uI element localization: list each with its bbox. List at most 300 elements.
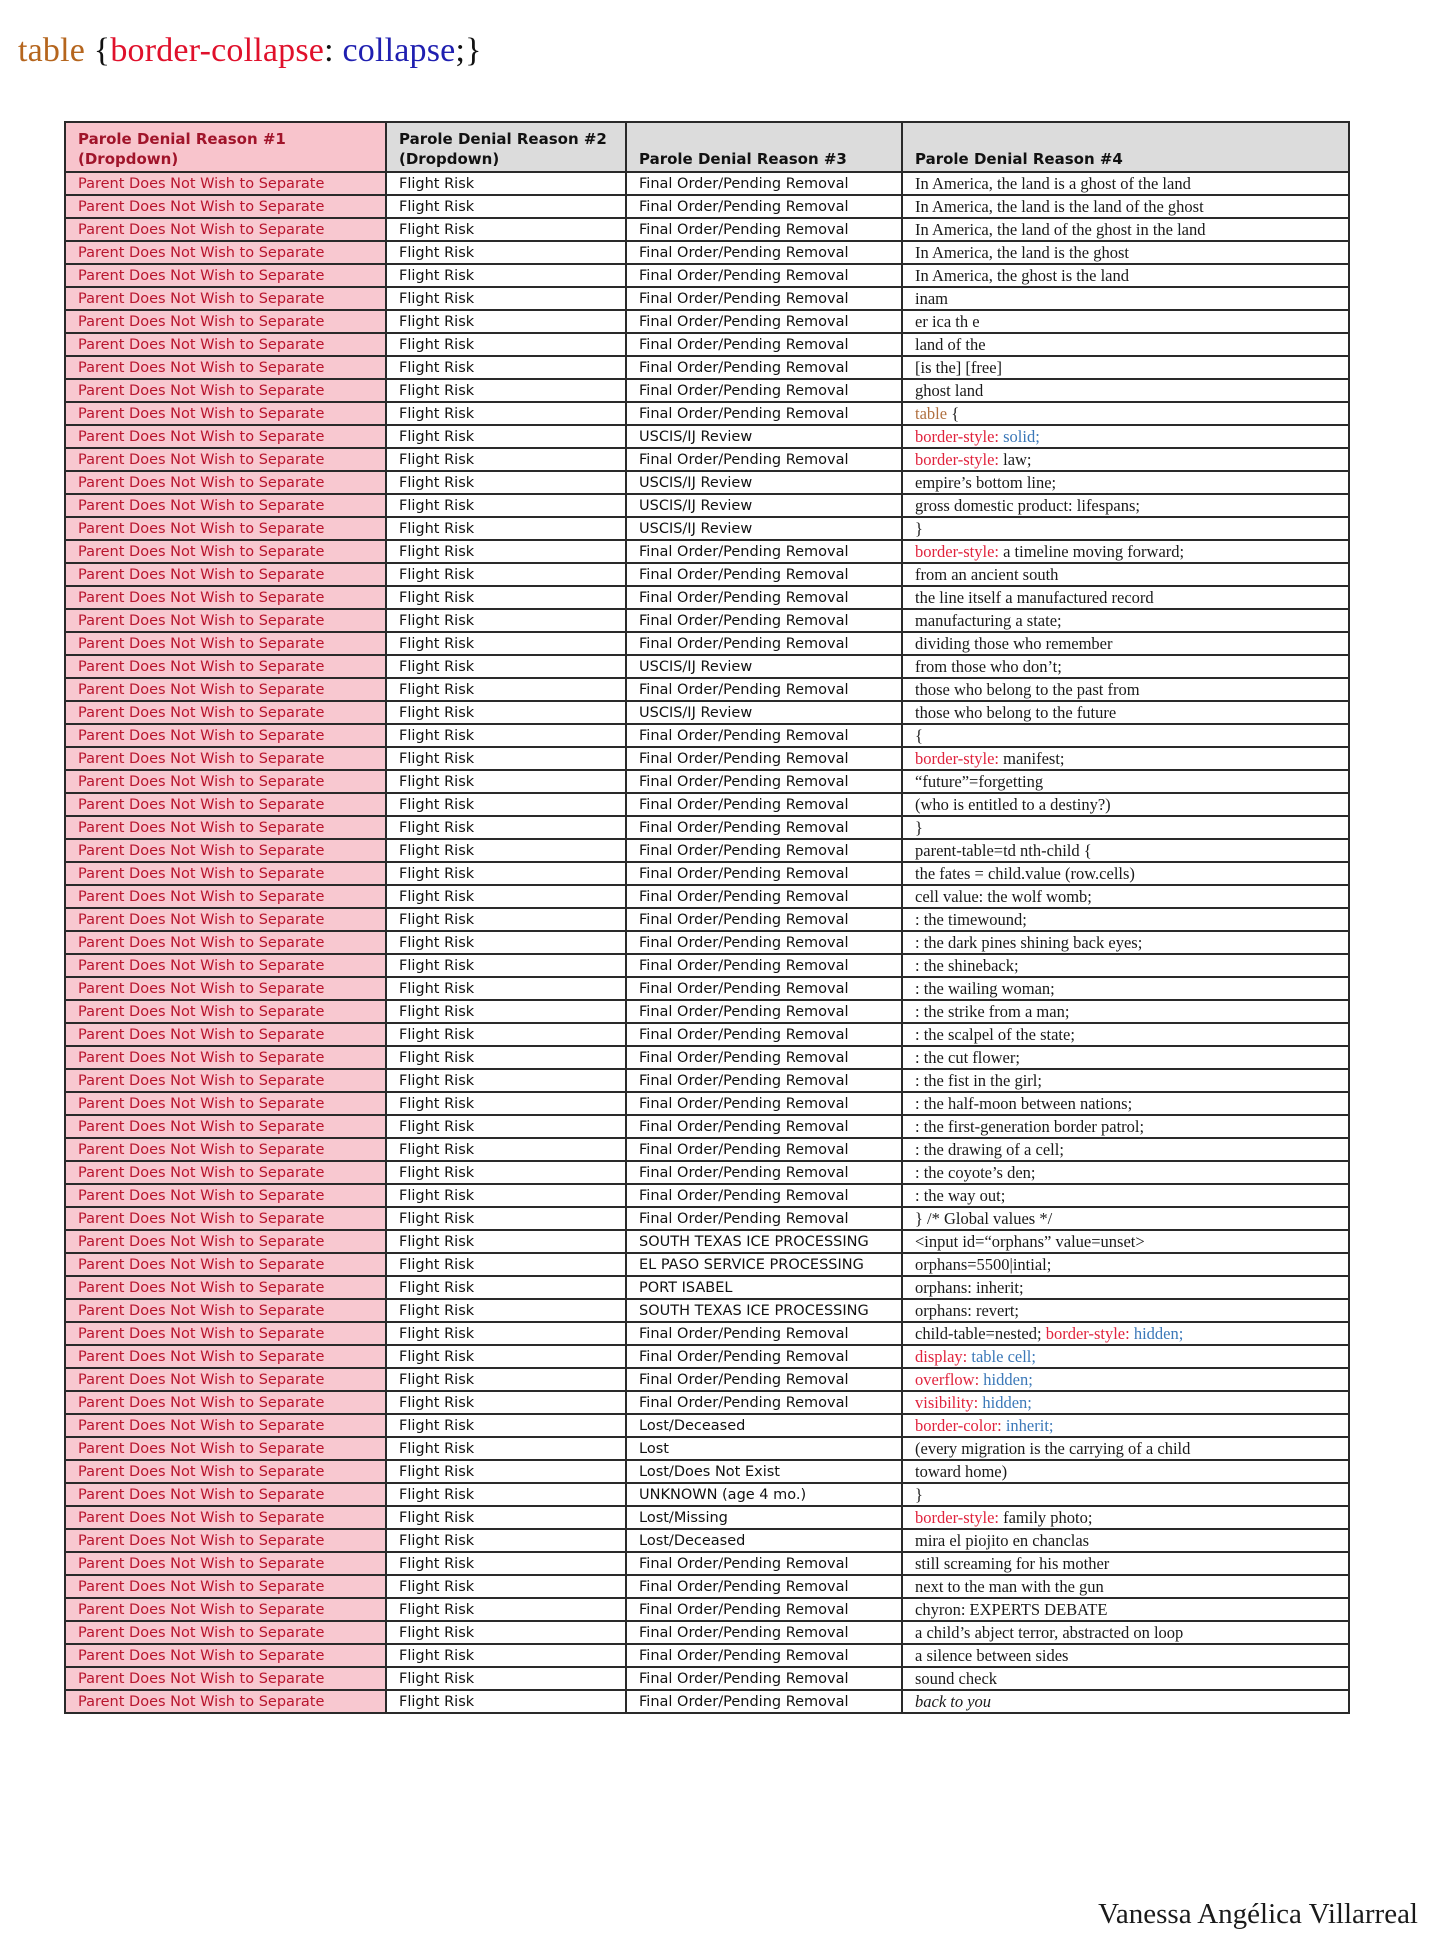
table-row [65, 1506, 1349, 1529]
cell-reason-4 [902, 1506, 1349, 1529]
cell-reason-1: Parent Does Not Wish to Separate [65, 1161, 386, 1184]
table-row [65, 310, 1349, 333]
cell-reason-1: Parent Does Not Wish to Separate [65, 1299, 386, 1322]
table-row [65, 402, 1349, 425]
css-property-text: visibility: [915, 1392, 983, 1412]
cell-reason-1: Parent Does Not Wish to Separate [65, 908, 386, 931]
cell-reason-2: Flight Risk [386, 1207, 626, 1230]
cell-reason-2: Flight Risk [386, 862, 626, 885]
cell-reason-3: Lost/Deceased [626, 1414, 902, 1437]
cell-reason-2: Flight Risk [386, 655, 626, 678]
css-property-text: border-style: [915, 449, 1004, 469]
cell-reason-2: Flight Risk [386, 678, 626, 701]
cell-reason-4 [902, 287, 1349, 310]
table-row [65, 1690, 1349, 1713]
cell-reason-4 [902, 632, 1349, 655]
cell-reason-4 [902, 1437, 1349, 1460]
cell-reason-1: Parent Does Not Wish to Separate [65, 1207, 386, 1230]
poem-text: : the dark pines shining back eyes; [915, 932, 1143, 952]
cell-reason-2: Flight Risk [386, 770, 626, 793]
poem-text: from those who don’t; [915, 656, 1062, 676]
table-row [65, 609, 1349, 632]
cell-reason-4 [902, 770, 1349, 793]
cell-reason-1: Parent Does Not Wish to Separate [65, 724, 386, 747]
cell-reason-4 [902, 448, 1349, 471]
cell-reason-2: Flight Risk [386, 977, 626, 1000]
cell-reason-2: Flight Risk [386, 218, 626, 241]
cell-reason-1: Parent Does Not Wish to Separate [65, 1690, 386, 1713]
poem-text: ghost land [915, 380, 984, 400]
cell-reason-1: Parent Does Not Wish to Separate [65, 885, 386, 908]
poem-text: mira el piojito en chanclas [915, 1530, 1090, 1550]
cell-reason-1: Parent Does Not Wish to Separate [65, 1529, 386, 1552]
table-header-row [65, 122, 1349, 172]
cell-reason-3: Final Order/Pending Removal [626, 264, 902, 287]
cell-reason-2: Flight Risk [386, 287, 626, 310]
cell-reason-2: Flight Risk [386, 1230, 626, 1253]
cell-reason-1: Parent Does Not Wish to Separate [65, 540, 386, 563]
cell-reason-1: Parent Does Not Wish to Separate [65, 1115, 386, 1138]
cell-reason-3: Final Order/Pending Removal [626, 862, 902, 885]
cell-reason-4 [902, 195, 1349, 218]
cell-reason-4 [902, 1483, 1349, 1506]
poem-text: } [915, 518, 923, 538]
cell-reason-1: Parent Does Not Wish to Separate [65, 1069, 386, 1092]
cell-reason-1: Parent Does Not Wish to Separate [65, 1575, 386, 1598]
table-row [65, 1575, 1349, 1598]
poem-text: { [915, 725, 923, 745]
cell-reason-3: USCIS/IJ Review [626, 494, 902, 517]
cell-reason-3: Final Order/Pending Removal [626, 1391, 902, 1414]
cell-reason-1: Parent Does Not Wish to Separate [65, 632, 386, 655]
poem-text: : the coyote’s den; [915, 1162, 1036, 1182]
cell-reason-4 [902, 1207, 1349, 1230]
parole-denial-table [64, 121, 1350, 1714]
table-row [65, 839, 1349, 862]
cell-reason-4 [902, 1138, 1349, 1161]
cell-reason-1: Parent Does Not Wish to Separate [65, 839, 386, 862]
table-row [65, 747, 1349, 770]
cell-reason-3: Final Order/Pending Removal [626, 195, 902, 218]
cell-reason-2: Flight Risk [386, 1644, 626, 1667]
cell-reason-1: Parent Does Not Wish to Separate [65, 425, 386, 448]
poem-text: cell value: the wolf womb; [915, 886, 1092, 906]
cell-reason-4 [902, 1115, 1349, 1138]
cell-reason-3: SOUTH TEXAS ICE PROCESSING [626, 1299, 902, 1322]
cell-reason-3: UNKNOWN (age 4 mo.) [626, 1483, 902, 1506]
title-open-brace: { [85, 32, 111, 69]
poem-text: { [951, 403, 960, 423]
cell-reason-3: Final Order/Pending Removal [626, 356, 902, 379]
poem-text: family photo; [1003, 1507, 1093, 1527]
cell-reason-2: Flight Risk [386, 1092, 626, 1115]
table-row [65, 425, 1349, 448]
cell-reason-2: Flight Risk [386, 356, 626, 379]
cell-reason-4 [902, 977, 1349, 1000]
title-selector: table [18, 32, 86, 69]
cell-reason-2: Flight Risk [386, 1690, 626, 1713]
cell-reason-2: Flight Risk [386, 333, 626, 356]
cell-reason-1: Parent Does Not Wish to Separate [65, 241, 386, 264]
cell-reason-1: Parent Does Not Wish to Separate [65, 1391, 386, 1414]
cell-reason-4 [902, 1575, 1349, 1598]
cell-reason-2: Flight Risk [386, 1276, 626, 1299]
cell-reason-1: Parent Does Not Wish to Separate [65, 1621, 386, 1644]
table-row [65, 494, 1349, 517]
cell-reason-2: Flight Risk [386, 540, 626, 563]
title-close: ;} [455, 32, 482, 69]
cell-reason-4 [902, 1667, 1349, 1690]
table-row [65, 1092, 1349, 1115]
page-title [18, 32, 482, 70]
cell-reason-2: Flight Risk [386, 632, 626, 655]
cell-reason-4 [902, 1230, 1349, 1253]
cell-reason-1: Parent Does Not Wish to Separate [65, 471, 386, 494]
cell-reason-1: Parent Does Not Wish to Separate [65, 310, 386, 333]
cell-reason-4 [902, 1552, 1349, 1575]
cell-reason-2: Flight Risk [386, 1414, 626, 1437]
cell-reason-1: Parent Does Not Wish to Separate [65, 770, 386, 793]
cell-reason-4 [902, 724, 1349, 747]
cell-reason-1: Parent Does Not Wish to Separate [65, 747, 386, 770]
cell-reason-3: Final Order/Pending Removal [626, 1552, 902, 1575]
table-row [65, 471, 1349, 494]
title-property: border-collapse [110, 32, 325, 69]
cell-reason-4 [902, 1000, 1349, 1023]
table-row [65, 632, 1349, 655]
cell-reason-1: Parent Does Not Wish to Separate [65, 1437, 386, 1460]
table-row [65, 1115, 1349, 1138]
css-property-text: display: [915, 1346, 972, 1366]
poem-text: orphans: inherit; [915, 1277, 1024, 1297]
cell-reason-3: Final Order/Pending Removal [626, 448, 902, 471]
cell-reason-2: Flight Risk [386, 908, 626, 931]
cell-reason-3: Final Order/Pending Removal [626, 1207, 902, 1230]
poem-text: In America, the land is the ghost [915, 242, 1129, 262]
poem-text: er ica th e [915, 311, 980, 331]
cell-reason-4 [902, 356, 1349, 379]
cell-reason-4 [902, 609, 1349, 632]
cell-reason-2: Flight Risk [386, 494, 626, 517]
table-row [65, 954, 1349, 977]
cell-reason-4 [902, 1345, 1349, 1368]
table-row [65, 563, 1349, 586]
poem-text: next to the man with the gun [915, 1576, 1104, 1596]
table-row [65, 1161, 1349, 1184]
table-row [65, 816, 1349, 839]
cell-reason-1: Parent Does Not Wish to Separate [65, 517, 386, 540]
cell-reason-4 [902, 1092, 1349, 1115]
poem-text: } /* Global values */ [915, 1208, 1053, 1228]
cell-reason-4 [902, 747, 1349, 770]
cell-reason-4 [902, 1069, 1349, 1092]
cell-reason-1: Parent Does Not Wish to Separate [65, 402, 386, 425]
cell-reason-2: Flight Risk [386, 425, 626, 448]
cell-reason-1: Parent Does Not Wish to Separate [65, 1460, 386, 1483]
cell-reason-3: Final Order/Pending Removal [626, 1069, 902, 1092]
poem-text: sound check [915, 1668, 998, 1688]
poem-text: } [915, 1484, 923, 1504]
poem-text: dividing those who remember [915, 633, 1113, 653]
table-row [65, 1437, 1349, 1460]
cell-reason-2: Flight Risk [386, 310, 626, 333]
cell-reason-3: Lost/Deceased [626, 1529, 902, 1552]
cell-reason-4 [902, 862, 1349, 885]
table-row [65, 379, 1349, 402]
poem-text: parent-table=td nth-child { [915, 840, 1092, 860]
title-value: collapse [342, 32, 456, 69]
cell-reason-3: Final Order/Pending Removal [626, 1345, 902, 1368]
cell-reason-3: Final Order/Pending Removal [626, 724, 902, 747]
cell-reason-2: Flight Risk [386, 609, 626, 632]
cell-reason-3: Final Order/Pending Removal [626, 218, 902, 241]
cell-reason-3: Final Order/Pending Removal [626, 1092, 902, 1115]
table-row [65, 195, 1349, 218]
cell-reason-2: Flight Risk [386, 563, 626, 586]
css-value-text: inherit; [1005, 1415, 1054, 1435]
cell-reason-1: Parent Does Not Wish to Separate [65, 1506, 386, 1529]
poem-text: from an ancient south [915, 564, 1059, 584]
poem-text: manufacturing a state; [915, 610, 1062, 630]
poem-text: toward home) [915, 1461, 1008, 1481]
css-property-text: border-style: [915, 748, 1004, 768]
table-row [65, 517, 1349, 540]
poem-text: “future”=forgetting [915, 771, 1044, 791]
cell-reason-3: Final Order/Pending Removal [626, 816, 902, 839]
cell-reason-3: Final Order/Pending Removal [626, 1046, 902, 1069]
cell-reason-1: Parent Does Not Wish to Separate [65, 172, 386, 195]
cell-reason-2: Flight Risk [386, 1299, 626, 1322]
cell-reason-2: Flight Risk [386, 1621, 626, 1644]
table-row [65, 724, 1349, 747]
poem-text: : the wailing woman; [915, 978, 1055, 998]
cell-reason-1: Parent Does Not Wish to Separate [65, 1276, 386, 1299]
css-selector-text: table [915, 403, 952, 423]
cell-reason-1: Parent Does Not Wish to Separate [65, 1598, 386, 1621]
cell-reason-3: Final Order/Pending Removal [626, 1644, 902, 1667]
cell-reason-4 [902, 1460, 1349, 1483]
cell-reason-2: Flight Risk [386, 264, 626, 287]
cell-reason-2: Flight Risk [386, 1437, 626, 1460]
cell-reason-4 [902, 310, 1349, 333]
cell-reason-2: Flight Risk [386, 1069, 626, 1092]
cell-reason-1: Parent Does Not Wish to Separate [65, 264, 386, 287]
table-row [65, 264, 1349, 287]
cell-reason-1: Parent Does Not Wish to Separate [65, 655, 386, 678]
poem-text: chyron: EXPERTS DEBATE [915, 1599, 1108, 1619]
cell-reason-1: Parent Does Not Wish to Separate [65, 586, 386, 609]
cell-reason-4 [902, 402, 1349, 425]
cell-reason-3: Final Order/Pending Removal [626, 609, 902, 632]
poem-text: : the strike from a man; [915, 1001, 1070, 1021]
poem-text: : the shineback; [915, 955, 1019, 975]
poem-text: inam [915, 288, 948, 308]
poem-text: : the scalpel of the state; [915, 1024, 1075, 1044]
cell-reason-4 [902, 1023, 1349, 1046]
poem-text: back to you [915, 1691, 992, 1711]
cell-reason-4 [902, 1046, 1349, 1069]
cell-reason-1: Parent Does Not Wish to Separate [65, 1552, 386, 1575]
table-row [65, 1414, 1349, 1437]
poem-text: gross domestic product: lifespans; [915, 495, 1141, 515]
header-reason-1: Parole Denial Reason #1 (Dropdown) [65, 122, 386, 172]
cell-reason-2: Flight Risk [386, 1000, 626, 1023]
cell-reason-3: Final Order/Pending Removal [626, 908, 902, 931]
cell-reason-4 [902, 586, 1349, 609]
poem-text: orphans: revert; [915, 1300, 1020, 1320]
cell-reason-4 [902, 816, 1349, 839]
cell-reason-4 [902, 839, 1349, 862]
table-row [65, 1230, 1349, 1253]
cell-reason-1: Parent Does Not Wish to Separate [65, 379, 386, 402]
cell-reason-1: Parent Does Not Wish to Separate [65, 448, 386, 471]
poem-text: In America, the ghost is the land [915, 265, 1129, 285]
cell-reason-4 [902, 1644, 1349, 1667]
cell-reason-3: Final Order/Pending Removal [626, 586, 902, 609]
cell-reason-4 [902, 494, 1349, 517]
table-row [65, 1000, 1349, 1023]
cell-reason-3: USCIS/IJ Review [626, 471, 902, 494]
table-row [65, 977, 1349, 1000]
cell-reason-4 [902, 218, 1349, 241]
poem-text: those who belong to the future [915, 702, 1117, 722]
table-row [65, 333, 1349, 356]
table-row [65, 931, 1349, 954]
table-row [65, 1483, 1349, 1506]
table-row [65, 218, 1349, 241]
cell-reason-4 [902, 379, 1349, 402]
table-row [65, 540, 1349, 563]
css-property-text: overflow: [915, 1369, 984, 1389]
cell-reason-4 [902, 517, 1349, 540]
cell-reason-1: Parent Does Not Wish to Separate [65, 1345, 386, 1368]
poem-text: a silence between sides [915, 1645, 1069, 1665]
cell-reason-1: Parent Does Not Wish to Separate [65, 218, 386, 241]
table-row [65, 1069, 1349, 1092]
cell-reason-3: Final Order/Pending Removal [626, 885, 902, 908]
table-row [65, 1529, 1349, 1552]
poem-text: In America, the land is a ghost of the land [915, 173, 1191, 193]
cell-reason-3: Lost/Does Not Exist [626, 1460, 902, 1483]
cell-reason-2: Flight Risk [386, 1345, 626, 1368]
poem-text: child-table=nested; [915, 1323, 1046, 1343]
cell-reason-4 [902, 885, 1349, 908]
cell-reason-4 [902, 241, 1349, 264]
css-value-text: solid; [1003, 426, 1040, 446]
poem-text: empire’s bottom line; [915, 472, 1057, 492]
cell-reason-3: Final Order/Pending Removal [626, 931, 902, 954]
cell-reason-2: Flight Risk [386, 701, 626, 724]
cell-reason-1: Parent Does Not Wish to Separate [65, 701, 386, 724]
cell-reason-1: Parent Does Not Wish to Separate [65, 1322, 386, 1345]
table-row [65, 287, 1349, 310]
cell-reason-1: Parent Does Not Wish to Separate [65, 1023, 386, 1046]
poem-text: the line itself a manufactured record [915, 587, 1154, 607]
table-row [65, 1184, 1349, 1207]
cell-reason-4 [902, 1322, 1349, 1345]
cell-reason-2: Flight Risk [386, 1023, 626, 1046]
table-row [65, 1046, 1349, 1069]
cell-reason-4 [902, 908, 1349, 931]
cell-reason-2: Flight Risk [386, 1322, 626, 1345]
poem-text: law; [1003, 449, 1032, 469]
header-reason-3: Parole Denial Reason #3 [626, 122, 902, 172]
table-row [65, 908, 1349, 931]
cell-reason-3: Final Order/Pending Removal [626, 1690, 902, 1713]
table-row [65, 1299, 1349, 1322]
cell-reason-3: Lost [626, 1437, 902, 1460]
poem-text: [is the] [free] [915, 357, 1003, 377]
cell-reason-4 [902, 1299, 1349, 1322]
cell-reason-3: Final Order/Pending Removal [626, 1575, 902, 1598]
author-signature: Vanessa Angélica Villarreal [1098, 1898, 1418, 1930]
cell-reason-3: Final Order/Pending Removal [626, 839, 902, 862]
cell-reason-3: Final Order/Pending Removal [626, 678, 902, 701]
cell-reason-4 [902, 655, 1349, 678]
table-row [65, 1667, 1349, 1690]
table-row [65, 1598, 1349, 1621]
cell-reason-4 [902, 678, 1349, 701]
poem-text: : the way out; [915, 1185, 1006, 1205]
cell-reason-3: Final Order/Pending Removal [626, 1667, 902, 1690]
cell-reason-2: Flight Risk [386, 1138, 626, 1161]
poem-text: (every migration is the carrying of a child [915, 1438, 1191, 1458]
poem-text: In America, the land is the land of the ghost [915, 196, 1204, 216]
cell-reason-3: Final Order/Pending Removal [626, 1138, 902, 1161]
cell-reason-2: Flight Risk [386, 1368, 626, 1391]
cell-reason-1: Parent Does Not Wish to Separate [65, 678, 386, 701]
cell-reason-4 [902, 1621, 1349, 1644]
table-row [65, 1644, 1349, 1667]
cell-reason-4 [902, 954, 1349, 977]
poem-text: still screaming for his mother [915, 1553, 1110, 1573]
cell-reason-3: Final Order/Pending Removal [626, 1161, 902, 1184]
poem-text: : the fist in the girl; [915, 1070, 1042, 1090]
table-row [65, 770, 1349, 793]
cell-reason-4 [902, 1253, 1349, 1276]
css-property-text: border-color: [915, 1415, 1006, 1435]
cell-reason-3: USCIS/IJ Review [626, 517, 902, 540]
title-colon: : [324, 32, 343, 69]
cell-reason-2: Flight Risk [386, 1046, 626, 1069]
cell-reason-2: Flight Risk [386, 1115, 626, 1138]
cell-reason-2: Flight Risk [386, 839, 626, 862]
poem-text: : the timewound; [915, 909, 1027, 929]
cell-reason-1: Parent Does Not Wish to Separate [65, 563, 386, 586]
cell-reason-3: Final Order/Pending Removal [626, 563, 902, 586]
table-row [65, 1460, 1349, 1483]
cell-reason-3: SOUTH TEXAS ICE PROCESSING [626, 1230, 902, 1253]
cell-reason-2: Flight Risk [386, 885, 626, 908]
table-row [65, 862, 1349, 885]
cell-reason-3: PORT ISABEL [626, 1276, 902, 1299]
css-property-text: border-style: [915, 426, 1004, 446]
cell-reason-1: Parent Does Not Wish to Separate [65, 1000, 386, 1023]
cell-reason-3: Final Order/Pending Removal [626, 747, 902, 770]
cell-reason-4 [902, 1276, 1349, 1299]
cell-reason-1: Parent Does Not Wish to Separate [65, 1046, 386, 1069]
cell-reason-2: Flight Risk [386, 1529, 626, 1552]
cell-reason-4 [902, 1391, 1349, 1414]
cell-reason-1: Parent Does Not Wish to Separate [65, 1184, 386, 1207]
poem-text: } [915, 817, 923, 837]
cell-reason-4 [902, 1184, 1349, 1207]
cell-reason-2: Flight Risk [386, 172, 626, 195]
cell-reason-3: Final Order/Pending Removal [626, 1000, 902, 1023]
cell-reason-1: Parent Does Not Wish to Separate [65, 1253, 386, 1276]
table-row [65, 655, 1349, 678]
cell-reason-1: Parent Does Not Wish to Separate [65, 954, 386, 977]
